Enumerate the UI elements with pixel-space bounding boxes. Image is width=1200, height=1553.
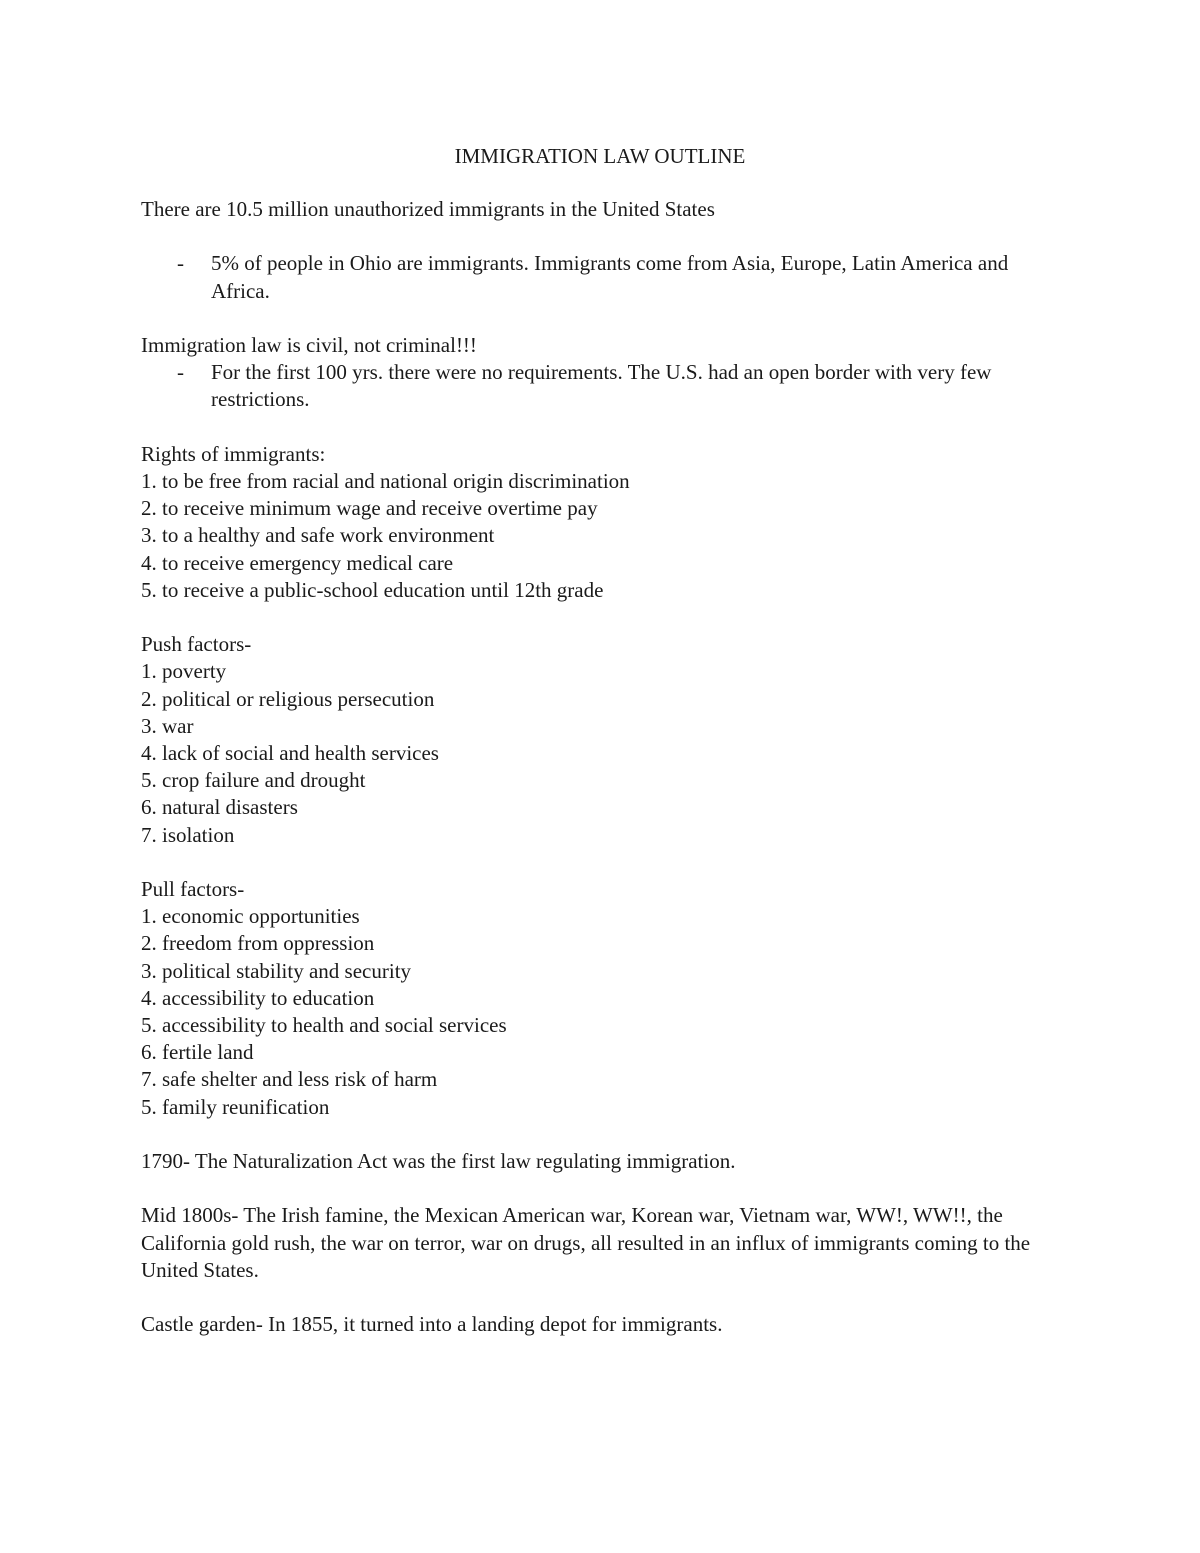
- spacer: [141, 414, 1061, 441]
- push-item: 1. poverty: [141, 659, 227, 684]
- naturalization-act-paragraph: 1790- The Naturalization Act was the first law regulating immigration.: [141, 1149, 736, 1174]
- spacer: [141, 223, 1061, 250]
- push-item: 6. natural disasters: [141, 795, 298, 820]
- spacer: [141, 1121, 1061, 1148]
- push-heading: Push factors-: [141, 632, 252, 657]
- push-item: 5. crop failure and drought: [141, 768, 366, 793]
- pull-item: 4. accessibility to education: [141, 985, 375, 1010]
- rights-item: 1. to be free from racial and national origin discrimination: [141, 468, 630, 493]
- spacer: [141, 849, 1061, 876]
- pull-item: 2. freedom from oppression: [141, 931, 375, 956]
- castle-garden-paragraph: Castle garden- In 1855, it turned into a landing depot for immigrants.: [141, 1312, 723, 1337]
- rights-heading: Rights of immigrants:: [141, 441, 326, 466]
- spacer: [141, 305, 1061, 332]
- push-item: 2. political or religious persecution: [141, 686, 435, 711]
- document-title: IMMIGRATION LAW OUTLINE: [454, 144, 746, 168]
- pull-item: 5. accessibility to health and social services: [141, 1013, 507, 1038]
- pull-item: 3. political stability and security: [141, 958, 412, 983]
- pull-heading: Pull factors-: [141, 877, 245, 901]
- push-item: 7. isolation: [141, 822, 235, 847]
- pull-item: 1. economic opportunities: [141, 904, 360, 929]
- civil-bullet: [141, 359, 1061, 413]
- spacer: [141, 1284, 1061, 1311]
- rights-item: 4. to receive emergency medical care: [141, 550, 454, 575]
- civil-bullet-text: For the first 100 yrs. there were no requirements. The U.S. had an open border with very few restrictions.: [211, 360, 992, 412]
- document-body: [141, 196, 1061, 1338]
- intro-bullet: [141, 250, 1061, 304]
- rights-item: 5. to receive a public-school education until 12th grade: [141, 577, 604, 602]
- dash-marker: -: [177, 251, 184, 276]
- spacer: [141, 1175, 1061, 1202]
- pull-item: 6. fertile land: [141, 1040, 254, 1065]
- intro-statement: There are 10.5 million unauthorized immigrants in the United States: [141, 197, 715, 221]
- spacer: [141, 604, 1061, 631]
- intro-bullet-text: 5% of people in Ohio are immigrants. Immigrants come from Asia, Europe, Latin America and Africa.: [211, 251, 1009, 303]
- civil-statement: Immigration law is civil, not criminal!!!: [141, 332, 477, 357]
- push-item: 4. lack of social and health services: [141, 741, 439, 765]
- pull-item: 7. safe shelter and less risk of harm: [141, 1067, 438, 1092]
- pull-item: 5. family reunification: [141, 1094, 330, 1119]
- mid-1800s-paragraph: Mid 1800s- The Irish famine, the Mexican American war, Korean war, Vietnam war, WW!, WW!!, the California gold rush, the war on terror, war on drugs, all resulted in an influx of immigrants coming to the United States.: [141, 1203, 1031, 1282]
- rights-item: 2. to receive minimum wage and receive overtime pay: [141, 496, 598, 521]
- dash-marker: -: [177, 360, 184, 385]
- rights-item: 3. to a healthy and safe work environment: [141, 523, 495, 548]
- push-item: 3. war: [141, 713, 194, 738]
